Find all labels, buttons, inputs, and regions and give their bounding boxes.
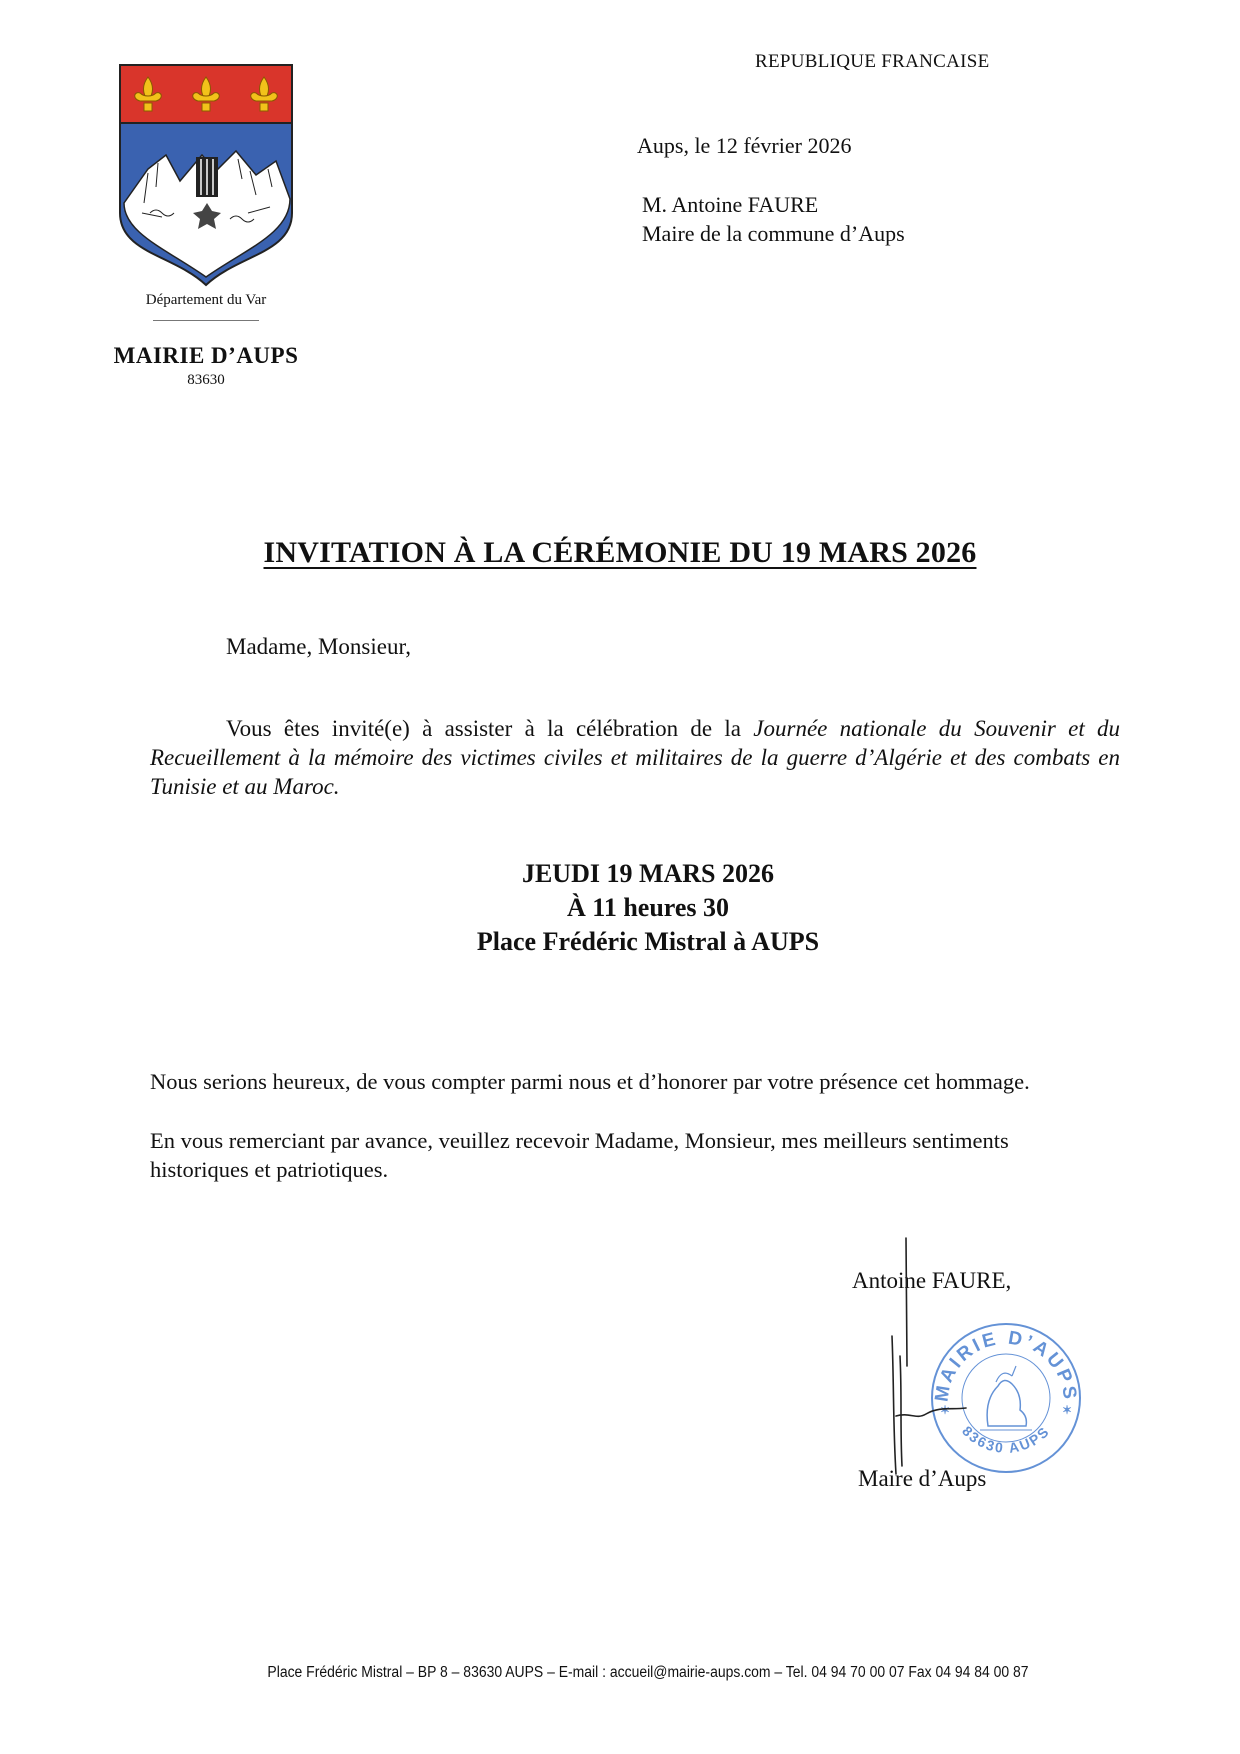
closing-paragraph-1: Nous serions heureux, de vous compter parmi nous et d’honorer par votre présence cet hommage. xyxy=(150,1069,1030,1094)
closing-paragraph-2: En vous remerciant par avance, veuillez recevoir Madame, Monsieur, mes meilleurs sentiments historiques et patriotiques. xyxy=(150,1128,1009,1182)
event-date: JEUDI 19 MARS 2026 xyxy=(521,859,775,888)
event-details xyxy=(0,857,1240,959)
mairie-name: MAIRIE D’AUPS xyxy=(113,343,299,368)
svg-text:83630 AUPS xyxy=(959,1423,1053,1456)
postal-code: 83630 xyxy=(187,372,225,388)
date-line: Aups, le 12 février 2026 xyxy=(637,133,852,158)
commemoration-name: Journée nationale du Souvenir et du Recueillement à la mémoire des victimes civiles et militaires de la guerre d’Algérie et des combats en Tunisie et au Maroc. xyxy=(150,716,1120,799)
svg-text:✶: ✶ xyxy=(940,1403,951,1417)
stamp-bottom-text: 83630 AUPS xyxy=(959,1422,1053,1456)
letter-title: INVITATION À LA CÉRÉMONIE DU 19 MARS 2026 xyxy=(263,536,977,569)
republique-heading: REPUBLIQUE FRANCAISE xyxy=(755,51,990,72)
signatory-name: Antoine FAURE, xyxy=(852,1268,1012,1293)
footer-contact xyxy=(65,1664,1231,1682)
salutation: Madame, Monsieur, xyxy=(226,634,411,659)
footer-text: Place Frédéric Mistral – BP 8 – 83630 AUPS – E-mail : accueil@mairie-aups.com – Tel. 04 94 70 00 07 Fax 04 94 84 00 87 xyxy=(267,1664,1029,1681)
handwritten-signature xyxy=(880,1236,970,1476)
department-label: Département du Var xyxy=(145,292,267,308)
invitation-paragraph xyxy=(150,714,1120,801)
department-divider xyxy=(153,320,259,321)
event-place: Place Frédéric Mistral à AUPS xyxy=(476,927,820,956)
sender-role: Maire de la commune d’Aups xyxy=(642,221,905,246)
invitation-text: Vous êtes invité(e) à assister à la célébration de la xyxy=(226,716,754,741)
coat-of-arms-icon xyxy=(118,63,294,287)
signatory-title: Maire d’Aups xyxy=(858,1466,987,1491)
svg-text:✶: ✶ xyxy=(1062,1403,1073,1417)
sender-block xyxy=(642,190,905,248)
stamp-top-text: MAIRIE D’AUPS xyxy=(931,1327,1081,1404)
sender-name: M. Antoine FAURE xyxy=(642,192,819,217)
event-time: À 11 heures 30 xyxy=(566,893,730,922)
